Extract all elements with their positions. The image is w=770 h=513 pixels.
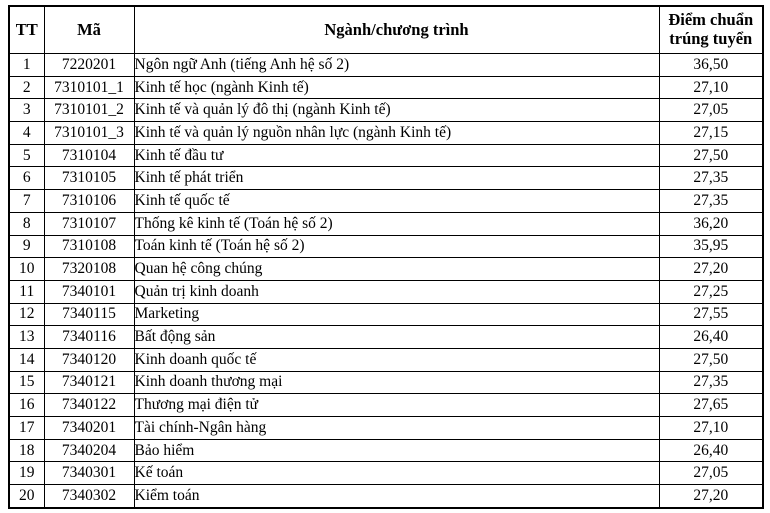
table-row xyxy=(9,122,763,145)
program-name-cell: Ngôn ngữ Anh (tiếng Anh hệ số 2) xyxy=(134,54,659,77)
program-code-cell: 7310105 xyxy=(44,167,134,190)
score-cell: 27,05 xyxy=(659,462,763,485)
table-row xyxy=(9,439,763,462)
table-row xyxy=(9,212,763,235)
score-cell: 27,15 xyxy=(659,122,763,145)
program-code-cell: 7310101_2 xyxy=(44,99,134,122)
score-cell: 27,35 xyxy=(659,190,763,213)
table-row xyxy=(9,462,763,485)
row-number-cell: 1 xyxy=(9,54,44,77)
row-number-cell: 4 xyxy=(9,122,44,145)
program-name-cell: Toán kinh tế (Toán hệ số 2) xyxy=(134,235,659,258)
row-number-cell: 12 xyxy=(9,303,44,326)
program-name-cell: Kinh tế quốc tế xyxy=(134,190,659,213)
program-code-cell: 7340301 xyxy=(44,462,134,485)
program-code-cell: 7340204 xyxy=(44,439,134,462)
program-name-cell: Thống kê kinh tế (Toán hệ số 2) xyxy=(134,212,659,235)
program-code-cell: 7310108 xyxy=(44,235,134,258)
score-cell: 27,05 xyxy=(659,99,763,122)
program-code-cell: 7310106 xyxy=(44,190,134,213)
table-body xyxy=(9,54,763,508)
score-cell: 26,40 xyxy=(659,439,763,462)
program-name-cell: Tài chính-Ngân hàng xyxy=(134,417,659,440)
column-header-ma: Mã xyxy=(44,6,134,54)
row-number-cell: 7 xyxy=(9,190,44,213)
program-code-cell: 7340302 xyxy=(44,485,134,508)
program-code-cell: 7340122 xyxy=(44,394,134,417)
program-code-cell: 7310101_3 xyxy=(44,122,134,145)
score-cell: 27,10 xyxy=(659,76,763,99)
score-cell: 27,20 xyxy=(659,485,763,508)
program-code-cell: 7340201 xyxy=(44,417,134,440)
row-number-cell: 8 xyxy=(9,212,44,235)
score-cell: 36,50 xyxy=(659,54,763,77)
program-name-cell: Kinh tế học (ngành Kinh tế) xyxy=(134,76,659,99)
program-code-cell: 7340120 xyxy=(44,348,134,371)
program-code-cell: 7340116 xyxy=(44,326,134,349)
table-row xyxy=(9,54,763,77)
table-row xyxy=(9,303,763,326)
row-number-cell: 6 xyxy=(9,167,44,190)
table-row xyxy=(9,326,763,349)
program-name-cell: Kinh tế và quản lý đô thị (ngành Kinh tế) xyxy=(134,99,659,122)
score-cell: 27,35 xyxy=(659,371,763,394)
table-row xyxy=(9,417,763,440)
score-cell: 35,95 xyxy=(659,235,763,258)
table-row xyxy=(9,235,763,258)
program-code-cell: 7310107 xyxy=(44,212,134,235)
program-name-cell: Quan hệ công chúng xyxy=(134,258,659,281)
score-cell: 27,55 xyxy=(659,303,763,326)
row-number-cell: 10 xyxy=(9,258,44,281)
table-row xyxy=(9,348,763,371)
score-cell: 26,40 xyxy=(659,326,763,349)
program-name-cell: Kinh tế và quản lý nguồn nhân lực (ngành Kinh tế) xyxy=(134,122,659,145)
program-name-cell: Kinh tế phát triển xyxy=(134,167,659,190)
program-name-cell: Thương mại điện tử xyxy=(134,394,659,417)
table-row xyxy=(9,485,763,508)
table-row xyxy=(9,167,763,190)
score-cell: 27,50 xyxy=(659,348,763,371)
program-name-cell: Kiểm toán xyxy=(134,485,659,508)
table-row xyxy=(9,258,763,281)
program-code-cell: 7310104 xyxy=(44,144,134,167)
row-number-cell: 3 xyxy=(9,99,44,122)
score-cell: 27,20 xyxy=(659,258,763,281)
program-name-cell: Bảo hiểm xyxy=(134,439,659,462)
row-number-cell: 18 xyxy=(9,439,44,462)
program-name-cell: Kế toán xyxy=(134,462,659,485)
row-number-cell: 11 xyxy=(9,280,44,303)
program-code-cell: 7320108 xyxy=(44,258,134,281)
row-number-cell: 19 xyxy=(9,462,44,485)
row-number-cell: 5 xyxy=(9,144,44,167)
row-number-cell: 17 xyxy=(9,417,44,440)
row-number-cell: 9 xyxy=(9,235,44,258)
program-code-cell: 7220201 xyxy=(44,54,134,77)
table-header-row xyxy=(9,6,763,54)
program-name-cell: Marketing xyxy=(134,303,659,326)
table-row xyxy=(9,371,763,394)
program-name-cell: Kinh doanh thương mại xyxy=(134,371,659,394)
program-code-cell: 7340101 xyxy=(44,280,134,303)
score-cell: 27,25 xyxy=(659,280,763,303)
program-code-cell: 7340115 xyxy=(44,303,134,326)
column-header-diem: Điểm chuẩn trúng tuyển xyxy=(659,6,763,54)
row-number-cell: 15 xyxy=(9,371,44,394)
program-code-cell: 7340121 xyxy=(44,371,134,394)
row-number-cell: 2 xyxy=(9,76,44,99)
program-name-cell: Bất động sản xyxy=(134,326,659,349)
score-cell: 36,20 xyxy=(659,212,763,235)
row-number-cell: 13 xyxy=(9,326,44,349)
admission-scores-table-container xyxy=(8,5,764,509)
column-header-nganh: Ngành/chương trình xyxy=(134,6,659,54)
score-cell: 27,50 xyxy=(659,144,763,167)
row-number-cell: 16 xyxy=(9,394,44,417)
table-row xyxy=(9,190,763,213)
table-row xyxy=(9,394,763,417)
score-cell: 27,35 xyxy=(659,167,763,190)
row-number-cell: 20 xyxy=(9,485,44,508)
table-row xyxy=(9,99,763,122)
table-row xyxy=(9,144,763,167)
column-header-tt: TT xyxy=(9,6,44,54)
row-number-cell: 14 xyxy=(9,348,44,371)
table-row xyxy=(9,76,763,99)
score-cell: 27,10 xyxy=(659,417,763,440)
program-name-cell: Kinh doanh quốc tế xyxy=(134,348,659,371)
program-code-cell: 7310101_1 xyxy=(44,76,134,99)
program-name-cell: Quản trị kinh doanh xyxy=(134,280,659,303)
score-cell: 27,65 xyxy=(659,394,763,417)
program-name-cell: Kinh tế đầu tư xyxy=(134,144,659,167)
admission-scores-table xyxy=(8,5,764,509)
table-row xyxy=(9,280,763,303)
